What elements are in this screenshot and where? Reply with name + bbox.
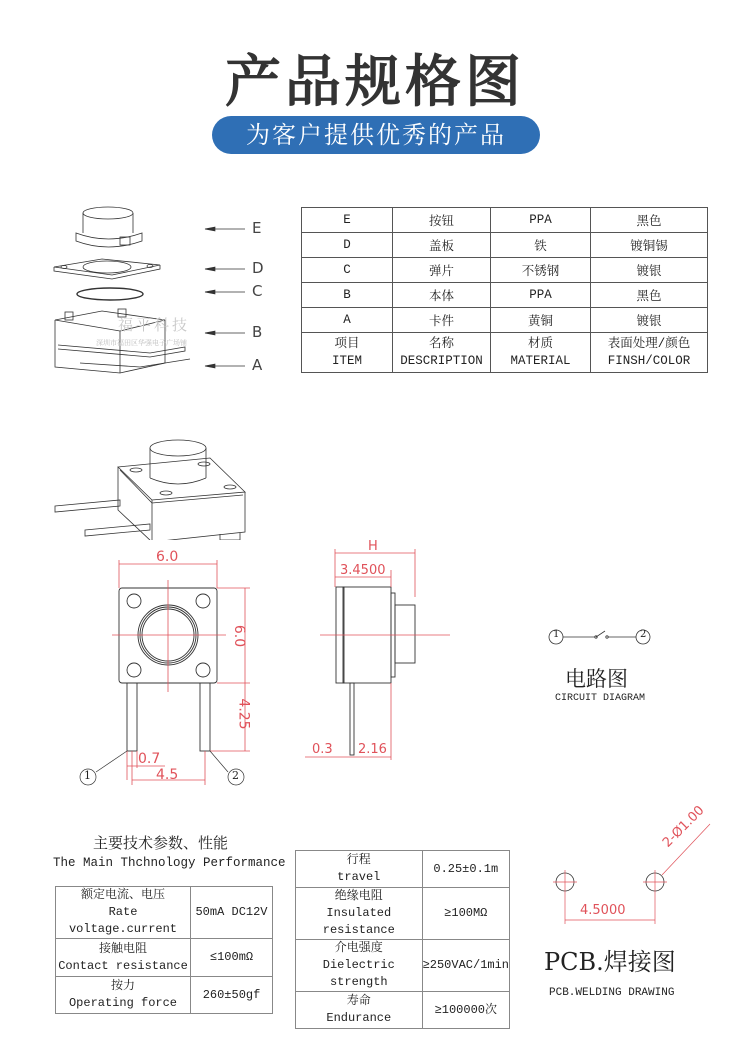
table-row — [296, 851, 510, 888]
finish-cell: 黑色 — [591, 283, 708, 308]
header-item: 项目 ITEM — [302, 333, 393, 373]
parts-table — [301, 207, 708, 373]
performance-table-right — [295, 850, 510, 1029]
performance-title-en: The Main Thchnology Performance — [53, 856, 286, 870]
material-cell: 黄铜 — [491, 308, 591, 333]
material-cell: PPA — [491, 283, 591, 308]
part-label-e: E — [252, 219, 262, 237]
part-label-a: A — [252, 356, 263, 374]
table-row — [296, 992, 510, 1029]
dim-pin-thickness: 0.3 — [312, 742, 333, 757]
param-name: 接触电阻 Contact resistance — [56, 939, 191, 977]
table-row — [302, 308, 708, 333]
param-name: 绝缘电阻 Insulated resistance — [296, 888, 423, 940]
part-label-b: B — [252, 323, 263, 341]
table-row — [56, 887, 273, 939]
param-name: 行程 travel — [296, 851, 423, 888]
performance-title-cn: 主要技术参数、性能 — [93, 834, 229, 852]
exploded-view-drawing — [40, 195, 280, 385]
param-value: 0.25±0.1m — [422, 851, 509, 888]
table-row — [296, 888, 510, 940]
pcb-pitch-dim: 4.5000 — [580, 903, 626, 918]
item-cell: A — [302, 308, 393, 333]
side-view-drawing — [300, 535, 490, 765]
header-description: 名称 DESCRIPTION — [393, 333, 491, 373]
watermark-address: 深圳市福田区华强电子广场铺 — [96, 339, 187, 347]
table-row — [302, 283, 708, 308]
performance-table-left — [55, 886, 273, 1014]
circuit-pin1: 1 — [553, 629, 560, 640]
param-value: ≥100MΩ — [422, 888, 509, 940]
param-name: 额定电流、电压 Rate voltage.current — [56, 887, 191, 939]
material-cell: 不锈钢 — [491, 258, 591, 283]
pin1-label: 1 — [84, 769, 91, 782]
watermark-brand: 福平科技 — [118, 316, 191, 334]
finish-cell: 镀铜锡 — [591, 233, 708, 258]
description-cell: 卡件 — [393, 308, 491, 333]
pcb-hole-dim: 2-Ø1.00 — [660, 803, 708, 851]
table-row — [302, 258, 708, 283]
item-cell: B — [302, 283, 393, 308]
circuit-title-en: CIRCUIT DIAGRAM — [555, 693, 646, 704]
param-name: 按力 Operating force — [56, 977, 191, 1014]
item-cell: C — [302, 258, 393, 283]
description-cell: 按钮 — [393, 208, 491, 233]
circuit-title-cn: 电路图 — [565, 667, 628, 691]
pcb-title-cn: PCB.焊接图 — [544, 948, 676, 976]
table-row — [56, 977, 273, 1014]
pcb-title-en: PCB.WELDING DRAWING — [549, 987, 675, 999]
param-value: ≥250VAC/1min — [422, 940, 509, 992]
param-name: 寿命 Endurance — [296, 992, 423, 1029]
param-name: 介电强度 Dielectric strength — [296, 940, 423, 992]
dim-pin-length: 4.25 — [235, 698, 252, 730]
material-cell: 铁 — [491, 233, 591, 258]
header-material: 材质 MATERIAL — [491, 333, 591, 373]
table-header-row — [302, 333, 708, 373]
dim-pin-pitch: 4.5 — [156, 767, 179, 783]
item-cell: E — [302, 208, 393, 233]
page-title: 产品规格图 — [225, 50, 525, 115]
param-value: 260±50gf — [191, 977, 273, 1014]
param-value: ≥100000次 — [422, 992, 509, 1029]
dim-body-height: 3.4500 — [340, 563, 386, 578]
table-row — [302, 208, 708, 233]
finish-cell: 黑色 — [591, 208, 708, 233]
table-row — [56, 939, 273, 977]
dim-pin-width: 0.7 — [138, 751, 161, 767]
dim-width: 6.0 — [156, 549, 179, 565]
table-row — [296, 940, 510, 992]
finish-cell: 镀银 — [591, 308, 708, 333]
param-value: ≤100mΩ — [191, 939, 273, 977]
circuit-pin2: 2 — [640, 629, 647, 640]
circuit-symbol — [545, 625, 655, 650]
item-cell: D — [302, 233, 393, 258]
description-cell: 弹片 — [393, 258, 491, 283]
dim-total-height: H — [368, 539, 378, 554]
param-value: 50mA DC12V — [191, 887, 273, 939]
table-row — [302, 233, 708, 258]
pin2-label: 2 — [232, 769, 239, 782]
subtitle-banner: 为客户提供优秀的产品 — [212, 116, 540, 154]
material-cell: PPA — [491, 208, 591, 233]
dim-pin-offset: 2.16 — [358, 742, 387, 757]
description-cell: 盖板 — [393, 233, 491, 258]
header-finish: 表面处理/颜色 FINSH/COLOR — [591, 333, 708, 373]
isometric-view-drawing — [40, 420, 260, 540]
dim-height: 6.0 — [231, 624, 248, 648]
part-label-d: D — [252, 259, 264, 277]
finish-cell: 镀银 — [591, 258, 708, 283]
part-label-c: C — [252, 282, 263, 300]
description-cell: 本体 — [393, 283, 491, 308]
